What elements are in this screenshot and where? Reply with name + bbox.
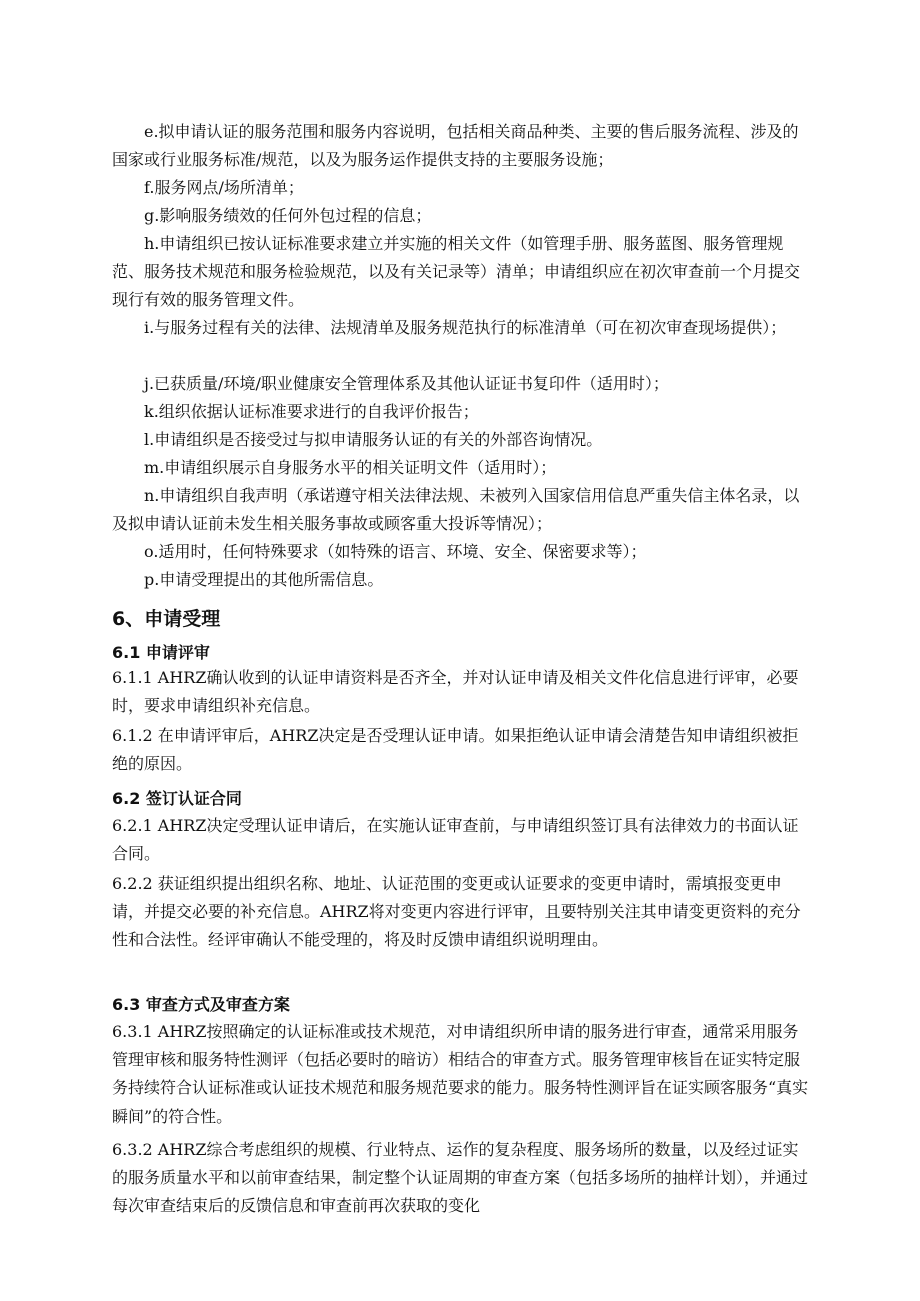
section-6-2-heading: 6.2 签订认证合同 xyxy=(112,789,242,808)
list-item-j: j.已获质量/环境/职业健康安全管理体系及其他认证证书复印件（适用时）； xyxy=(144,374,669,393)
paragraph-6-3-2: 6.3.2 AHRZ综合考虑组织的规模、行业特点、运作的复杂程度、服务场所的数量，以及经过证实的服务质量水平和以前审查结果，制定整个认证周期的审查方案（包括多场所的抽样计划），并通过每次审查结束后的反馈信息和审查前再次获取的变化 xyxy=(112,1140,809,1216)
paragraph-6-3-1: 6.3.1 AHRZ按照确定的认证标准或技术规范，对申请组织所申请的服务进行审查，通常采用服务管理审核和服务特性测评（包括必要时的暗访）相结合的审查方式。服务管理审核旨在证实特定服务持续符合认证标准或认证技术规范和服务规范要求的能力。服务特性测评旨在证实顾客服务“真实瞬间”的符合性。 xyxy=(112,1022,809,1126)
list-item-l: l.申请组织是否接受过与拟申请服务认证的有关的外部咨询情况。 xyxy=(144,430,603,449)
list-item-p: p.申请受理提出的其他所需信息。 xyxy=(144,570,384,589)
list-item-m: m.申请组织展示自身服务水平的相关证明文件（适用时）； xyxy=(144,458,557,477)
paragraph-6-1-1: 6.1.1 AHRZ确认收到的认证申请资料是否齐全，并对认证申请及相关文件化信息进行评审，必要时，要求申请组织补充信息。 xyxy=(112,668,799,716)
list-item-e: e.拟申请认证的服务范围和服务内容说明，包括相关商品种类、主要的售后服务流程、涉及的国家或行业服务标准/规范，以及为服务运作提供支持的主要服务设施； xyxy=(112,122,799,170)
list-item-k: k.组织依据认证标准要求进行的自我评价报告； xyxy=(144,402,479,421)
list-item-n: n.申请组织自我声明（承诺遵守相关法律法规、未被列入国家信用信息严重失信主体名录，以及拟申请认证前未发生相关服务事故或顾客重大投诉等情况）； xyxy=(112,486,800,534)
list-item-f: f.服务网点/场所清单； xyxy=(144,178,304,197)
section-6-1-heading: 6.1 申请评审 xyxy=(112,643,210,662)
list-item-h: h.申请组织已按认证标准要求建立并实施的相关文件（如管理手册、服务蓝图、服务管理规范、服务技术规范和服务检验规范，以及有关记录等）清单；申请组织应在初次审查前一个月提交现行有效的服务管理文件。 xyxy=(112,234,801,310)
section-6-heading: 6、申请受理 xyxy=(112,608,221,630)
paragraph-6-1-2: 6.1.2 在申请评审后，AHRZ决定是否受理认证申请。如果拒绝认证申请会清楚告知申请组织被拒绝的原因。 xyxy=(112,726,799,774)
list-item-i: i.与服务过程有关的法律、法规清单及服务规范执行的标准清单（可在初次审查现场提供）； xyxy=(144,318,787,337)
list-item-g: g.影响服务绩效的任何外包过程的信息； xyxy=(144,206,432,225)
paragraph-6-2-1: 6.2.1 AHRZ决定受理认证申请后，在实施认证审查前，与申请组织签订具有法律效力的书面认证合同。 xyxy=(112,816,799,864)
list-item-o: o.适用时，任何特殊要求（如特殊的语言、环境、安全、保密要求等）； xyxy=(144,542,647,561)
section-6-3-heading: 6.3 审查方式及审查方案 xyxy=(112,995,290,1014)
paragraph-6-2-2: 6.2.2 获证组织提出组织名称、地址、认证范围的变更或认证要求的变更申请时，需填报变更申请，并提交必要的补充信息。AHRZ将对变更内容进行评审，且要特别关注其申请变更资料的充分性和合法性。经评审确认不能受理的，将及时反馈申请组织说明理由。 xyxy=(112,874,801,950)
